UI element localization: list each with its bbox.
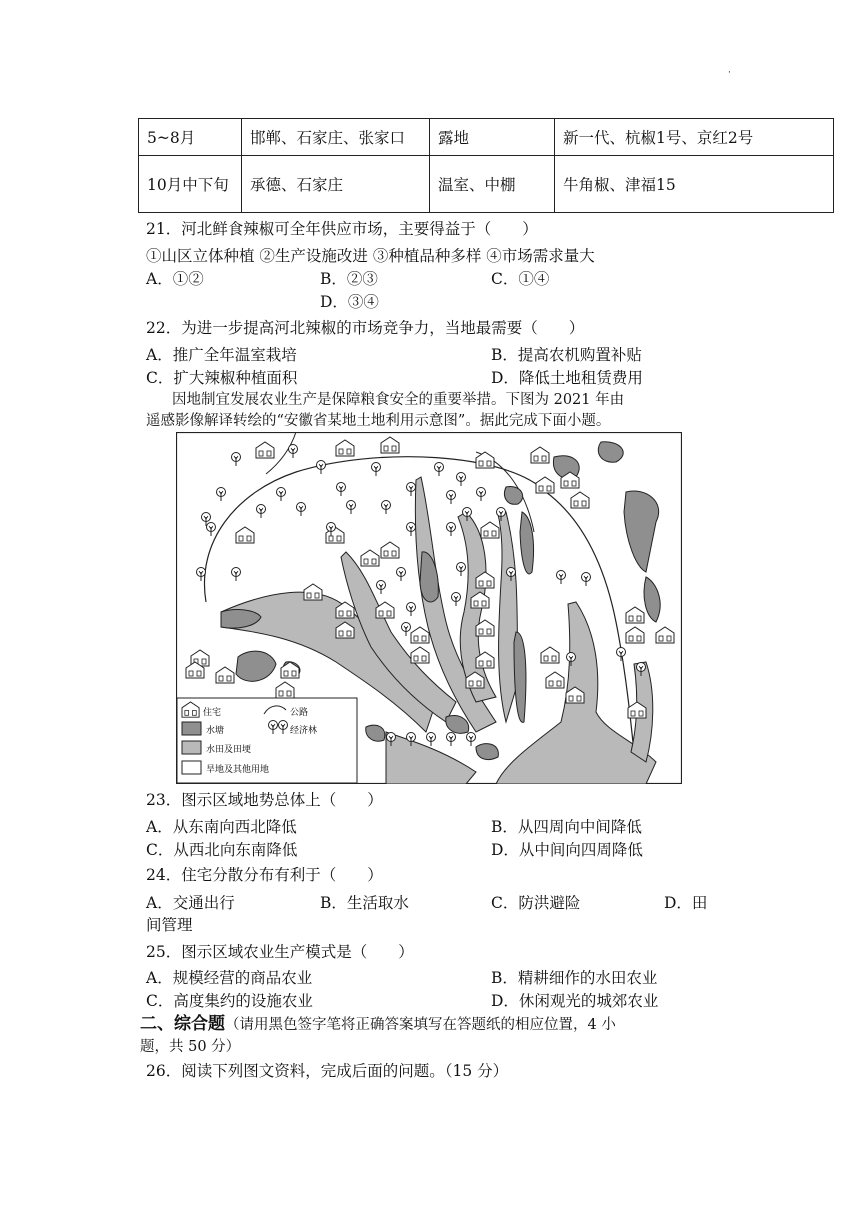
q25-option-a: A．规模经营的商品农业 (146, 969, 313, 987)
q21-option-a: A．①② (146, 270, 204, 288)
q23-option-b: B．从四周向中间降低 (491, 818, 642, 836)
q22-stem: 22．为进一步提高河北辣椒的市场竞争力，当地最需要（ ） (146, 319, 585, 337)
table-cell: 承德、石家庄 (242, 156, 430, 213)
q24-stem: 24．住宅分散分布有利于（ ） (146, 866, 383, 884)
q25-option-d: D．休闲观光的城郊农业 (491, 992, 659, 1010)
table-cell: 牛角椒、津福15 (555, 156, 834, 213)
q23-option-a: A．从东南向西北降低 (146, 818, 297, 836)
q22-option-d: D．降低土地租赁费用 (491, 369, 643, 387)
q21-option-c: C．①④ (491, 270, 550, 288)
section-2-note-cont: 题，共 50 分） (140, 1039, 241, 1055)
legend-pond-label: 水塘 (206, 725, 225, 735)
table-row (139, 119, 834, 156)
land-use-map (176, 432, 682, 784)
pond-icon (182, 722, 201, 735)
q24-option-c: C．防洪避险 (491, 894, 581, 912)
q21-stem: 21．河北鲜食辣椒可全年供应市场，主要得益于（ ） (146, 220, 538, 238)
q24-option-d-cont: 间管理 (146, 916, 193, 934)
q21-option-d: D．③④ (320, 293, 379, 311)
q24-option-a: A．交通出行 (146, 894, 235, 912)
table-cell: 5~8月 (139, 119, 242, 156)
legend-paddy-label: 水田及田埂 (206, 744, 252, 754)
table-cell: 10月中下旬 (139, 156, 242, 213)
table-cell: 新一代、杭椒1号、京红2号 (555, 119, 834, 156)
q21-items: ①山区立体种植 ②生产设施改进 ③种植品种多样 ④市场需求量大 (146, 247, 595, 265)
q25-option-b: B．精耕细作的水田农业 (491, 969, 658, 987)
table-row (139, 156, 834, 213)
legend-box (177, 698, 357, 783)
legend-dry-label: 旱地及其他用地 (206, 764, 270, 774)
section-2-note: （请用黑色签字笔将正确答案填写在答题纸的相应位置，4 小 (225, 1017, 616, 1033)
q24-option-d: D．田 (664, 894, 708, 912)
dry-land-icon (182, 761, 201, 774)
q23-option-c: C．从西北向东南降低 (146, 841, 298, 859)
table-cell: 温室、中棚 (430, 156, 555, 213)
table-cell: 邯郸、石家庄、张家口 (242, 119, 430, 156)
q22-option-c: C．扩大辣椒种植面积 (146, 369, 298, 387)
q23-option-d: D．从中间向四周降低 (491, 841, 643, 859)
q23-stem: 23．图示区域地势总体上（ ） (146, 791, 383, 809)
legend-house-label: 住宅 (203, 707, 222, 717)
header-mark: · (728, 68, 731, 78)
q25-stem: 25．图示区域农业生产模式是（ ） (146, 943, 414, 961)
q24-option-b: B．生活取水 (320, 894, 409, 912)
section-2-header (140, 1014, 616, 1035)
intro-line-2: 遥感影像解译转绘的“安徽省某地土地利用示意图”。据此完成下面小题。 (146, 413, 611, 429)
q21-option-b: B．②③ (320, 270, 378, 288)
legend-road-label: 公路 (290, 707, 309, 717)
q22-option-b: B．提高农机购置补贴 (491, 346, 642, 364)
paddy-icon (182, 741, 201, 754)
table-cell: 露地 (430, 119, 555, 156)
crop-table (138, 118, 834, 213)
legend-forest-label: 经济林 (290, 725, 318, 735)
q26-stem: 26．阅读下列图文资料，完成后面的问题。（15 分） (146, 1062, 509, 1080)
section-2-title: 二、综合题 (140, 1014, 225, 1034)
q25-option-c: C．高度集约的设施农业 (146, 992, 313, 1010)
q22-option-a: A．推广全年温室栽培 (146, 346, 297, 364)
intro-line-1: 因地制宜发展农业生产是保障粮食安全的重要举措。下图为 2021 年由 (172, 392, 625, 408)
